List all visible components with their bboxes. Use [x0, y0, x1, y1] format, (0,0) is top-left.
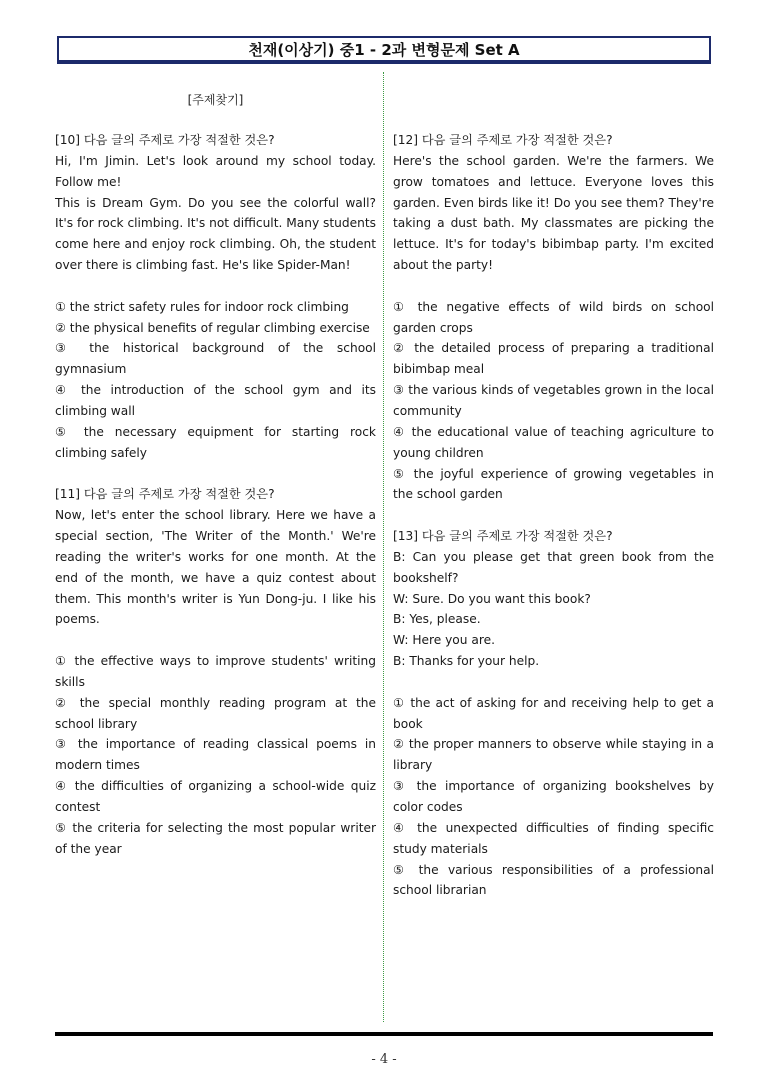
dialogue-line: B: Thanks for your help. — [393, 654, 540, 669]
passage-paragraph: Hi, I'm Jimin. Let's look around my school today. Follow me! — [55, 153, 376, 189]
question-12 — [393, 130, 714, 505]
dialogue-line: W: Here you are. — [393, 633, 495, 648]
answer-option: ② the proper manners to observe while staying in a library — [393, 737, 714, 773]
section-label: [주제찾기] — [187, 93, 244, 107]
passage-paragraph: Here's the school garden. We're the farmers. We grow tomatoes and lettuce. Everyone loves this garden. Even birds like it! Do you see them? They're taking a dust bath. My classmates are picking the lettuce. It's for today's bibimbap party. I'm excited about the party! — [393, 153, 714, 273]
right-column — [393, 130, 714, 901]
answer-option: ① the strict safety rules for indoor rock climbing — [55, 299, 349, 314]
answer-option: ② the detailed process of preparing a traditional bibimbap meal — [393, 341, 714, 377]
left-column — [55, 130, 376, 860]
dialogue-line: W: Sure. Do you want this book? — [393, 591, 591, 606]
answer-option: ⑤ the criteria for selecting the most popular writer of the year — [55, 820, 376, 856]
dialogue-line: B: Can you please get that green book from the bookshelf? — [393, 549, 714, 585]
answer-option: ⑤ the joyful experience of growing vegetables in the school garden — [393, 466, 714, 502]
page-number: - 4 - — [371, 1052, 397, 1067]
page-title: 천재(이상기) 중1 - 2과 변형문제 Set A — [248, 40, 520, 59]
answer-option: ① the effective ways to improve students' writing skills — [55, 654, 376, 689]
answer-option: ② the physical benefits of regular climbing exercise — [55, 320, 370, 335]
document-header — [57, 36, 711, 64]
answer-option: ④ the introduction of the school gym and its climbing wall — [55, 383, 376, 418]
answer-option: ④ the educational value of teaching agriculture to young children — [393, 424, 714, 460]
question-prompt: [11] 다음 글의 주제로 가장 적절한 것은? — [55, 487, 275, 502]
question-13 — [393, 526, 714, 901]
answer-option: ③ the various kinds of vegetables grown in the local community — [393, 383, 714, 418]
question-10 — [55, 130, 376, 464]
answer-option: ④ the unexpected difficulties of finding specific study materials — [393, 820, 714, 856]
dialogue-line: B: Yes, please. — [393, 612, 481, 627]
answer-option: ③ the historical background of the school gymnasium — [55, 341, 376, 377]
question-11 — [55, 484, 376, 859]
passage-paragraph: Now, let's enter the school library. Here we have a special section, 'The Writer of the Month.' We're reading the writer's works for one month. At the end of the month, we have a quiz contest about them. This month's writer is Yun Dong-ju. I like his poems. — [55, 508, 376, 627]
question-prompt: [10] 다음 글의 주제로 가장 적절한 것은? — [55, 133, 275, 147]
answer-option: ③ the importance of organizing bookshelves by color codes — [393, 779, 714, 814]
answer-option: ③ the importance of reading classical poems in modern times — [55, 737, 376, 773]
answer-option: ① the negative effects of wild birds on school garden crops — [393, 299, 714, 335]
answer-option: ⑤ the various responsibilities of a professional school librarian — [393, 862, 714, 898]
question-prompt: [13] 다음 글의 주제로 가장 적절한 것은? — [393, 529, 613, 544]
answer-option: ⑤ the necessary equipment for starting rock climbing safely — [55, 424, 376, 460]
answer-option: ④ the difficulties of organizing a school-wide quiz contest — [55, 779, 376, 814]
footer-rule — [55, 1032, 713, 1036]
passage-paragraph: This is Dream Gym. Do you see the colorful wall? It's for rock climbing. It's not difficult. Many students come here and enjoy rock climbing. Oh, the student over there is climbing fast. He's like Spider-Man! — [55, 195, 376, 273]
answer-option: ① the act of asking for and receiving help to get a book — [393, 695, 714, 731]
question-prompt: [12] 다음 글의 주제로 가장 적절한 것은? — [393, 133, 613, 147]
answer-option: ② the special monthly reading program at the school library — [55, 695, 376, 731]
column-divider — [383, 72, 384, 1022]
